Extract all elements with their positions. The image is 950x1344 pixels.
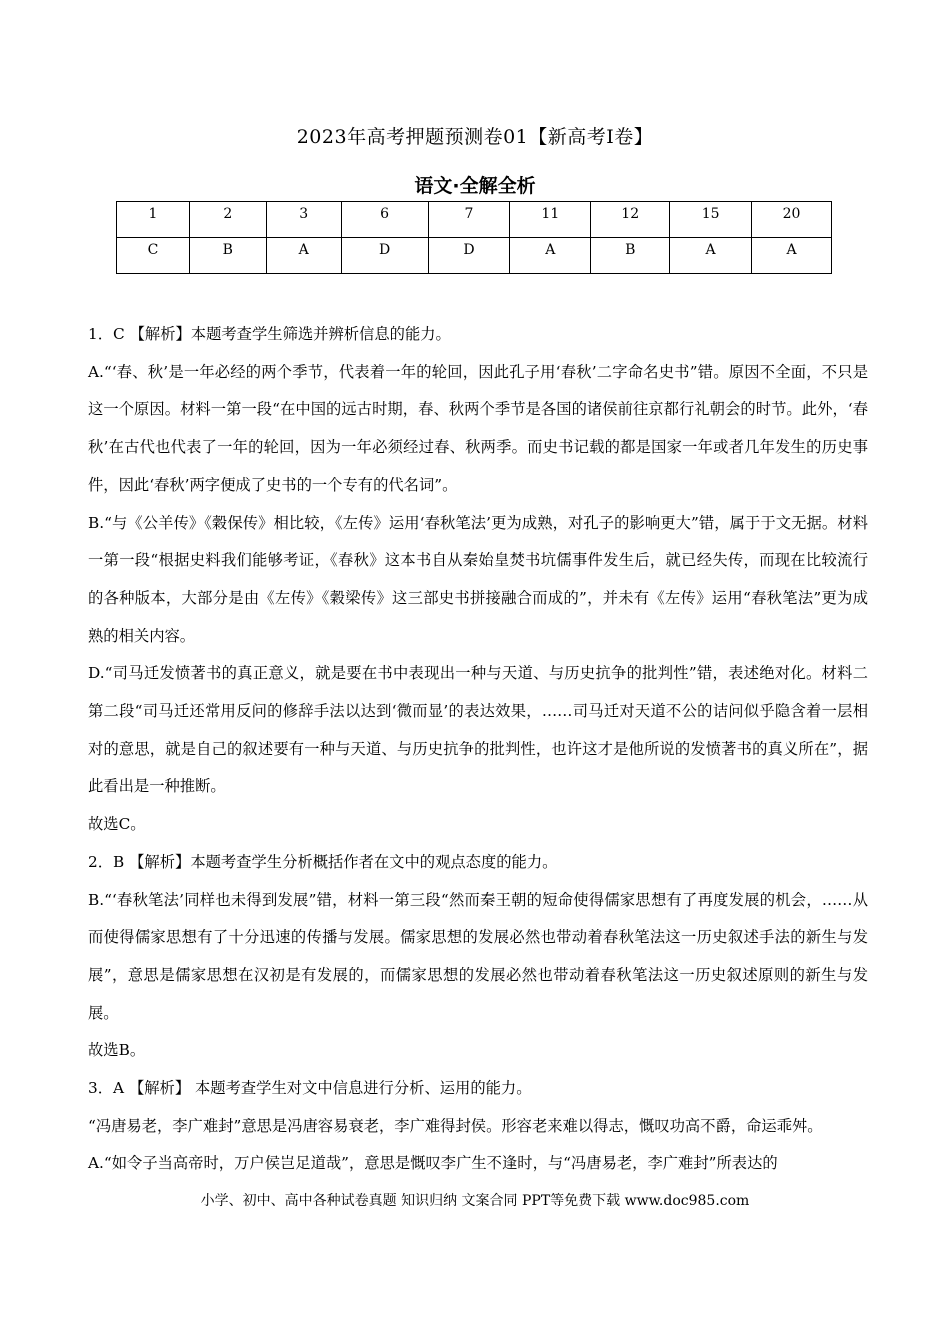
answer-cell: B <box>591 238 670 274</box>
question-2-conclusion: 故选B。 <box>88 1041 146 1060</box>
question-3-explanation: “冯唐易老，李广难封”意思是冯唐容易衰老，李广难得封侯。形容老来难以得志，慨叹功高不爵，命运乖舛。 <box>88 1116 823 1135</box>
question-2-option-b: B.“‘春秋笔法’同样也未得到发展”错，材料一第三段“然而秦王朝的短命使得儒家思想有了再度发展的机会，……从而使得儒家思想有了十分迅速的传播与发展。儒家思想的发展必然也带动着春秋笔法这一历史叙述手法的新生与发展”，意思是儒家思想在汉初是有发展的，而儒家思想的发展必然也带动着春秋笔法这一历史叙述原则的新生与发展。 <box>88 890 868 1022</box>
question-3-option-a: A.“如令子当高帝时，万户侯岂足道哉”，意思是慨叹李广生不逢时，与“冯唐易老，李广难封”所表达的 <box>88 1154 778 1173</box>
question-1-option-d: D.“司马迁发愤著书的真正意义，就是要在书中表现出一种与天道、与历史抗争的批判性”错，表述绝对化。材料二第二段“司马迁还常用反问的修辞手法以达到‘微而显’的表达效果，……司马迁对天道不公的诘问似乎隐含着一层相对的意思，就是自己的叙述要有一种与天道、与历史抗争的批判性，也许这才是他所说的发愤著书的真义所在”，据此看出是一种推断。 <box>88 664 868 796</box>
question-number-cell: 1 <box>117 202 190 238</box>
answer-cell: D <box>341 238 428 274</box>
answer-table-answer-row <box>117 238 832 274</box>
question-number-cell: 15 <box>670 202 752 238</box>
question-2-heading: 2．B 【解析】本题考查学生分析概括作者在文中的观点态度的能力。 <box>88 852 558 871</box>
question-1-conclusion: 故选C。 <box>88 815 146 834</box>
page-footer: 小学、初中、高中各种试卷真题 知识归纳 文案合同 PPT等免费下载 www.doc985.com <box>200 1193 750 1209</box>
answer-cell: D <box>428 238 510 274</box>
question-number-cell: 12 <box>591 202 670 238</box>
answer-cell: A <box>510 238 591 274</box>
question-1-option-a: A.“‘春、秋’是一年必经的两个季节，代表着一年的轮回，因此孔子用‘春秋’二字命名史书”错。原因不全面，不只是这一个原因。材料一第一段“在中国的远古时期，春、秋两个季节是各国的诸侯前往京都行礼朝会的时节。此外，‘春秋’在古代也代表了一年的轮回，因为一年必须经过春、秋两季。而史书记载的都是国家一年或者几年发生的历史事件，因此‘春秋’两字便成了史书的一个专有的代名词”。 <box>88 362 868 494</box>
document-title: 2023年高考押题预测卷01【新高考Ⅰ卷】 <box>296 126 654 148</box>
answer-cell: B <box>189 238 266 274</box>
question-number-cell: 20 <box>752 202 832 238</box>
answer-table-number-row <box>117 202 832 238</box>
answer-cell: A <box>266 238 341 274</box>
question-number-cell: 6 <box>341 202 428 238</box>
question-number-cell: 11 <box>510 202 591 238</box>
question-number-cell: 2 <box>189 202 266 238</box>
answer-cell: C <box>117 238 190 274</box>
question-number-cell: 7 <box>428 202 510 238</box>
answer-cell: A <box>670 238 752 274</box>
question-1-option-b: B.“与《公羊传》《穀保传》相比较，《左传》运用‘春秋笔法’更为成熟，对孔子的影响更大”错，属于于文无据。材料一第一段“根据史料我们能够考证，《春秋》这本书自从秦始皇焚书坑儒事件发生后，就已经失传，而现在比较流行的各种版本，大部分是由《左传》《穀梁传》这三部史书拼接融合而成的”，并未有《左传》运用“春秋笔法”更为成熟的相关内容。 <box>88 513 868 645</box>
question-number-cell: 3 <box>266 202 341 238</box>
question-1-heading: 1．C 【解析】本题考查学生筛选并辨析信息的能力。 <box>88 325 451 343</box>
answer-table <box>116 201 832 274</box>
document-subtitle: 语文·全解全析 <box>414 175 536 197</box>
question-3-heading: 3．A 【解析】 本题考查学生对文中信息进行分析、运用的能力。 <box>88 1079 532 1098</box>
analysis-body <box>88 316 868 1183</box>
answer-cell: A <box>752 238 832 274</box>
